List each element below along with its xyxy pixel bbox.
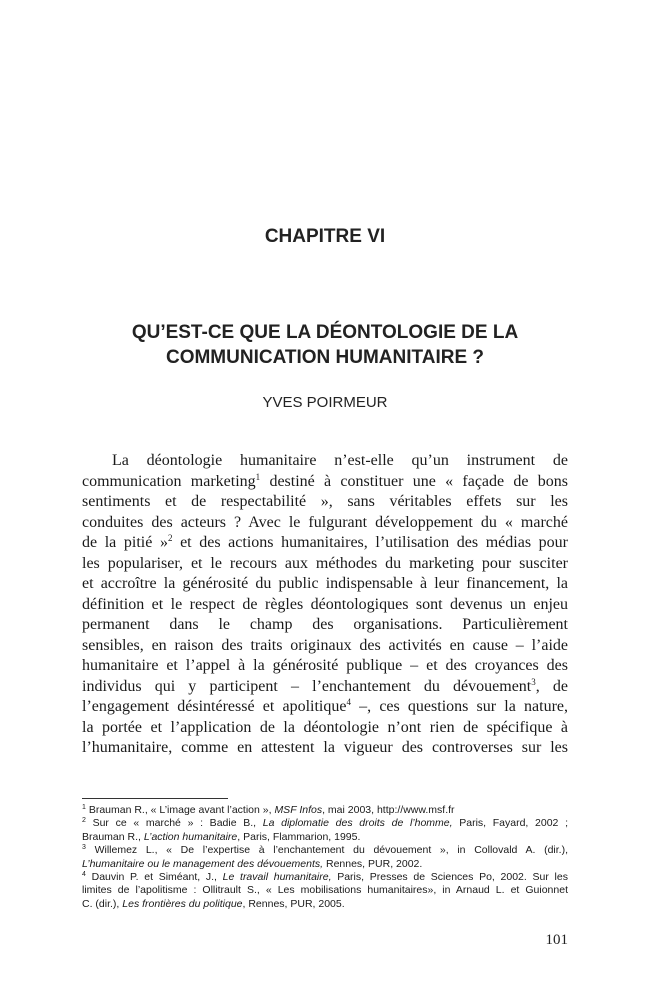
footnote-separator bbox=[82, 798, 228, 799]
page-number: 101 bbox=[545, 932, 568, 948]
body-line: la portée et l’application de la déontologie n’ont rien de spécifique à bbox=[82, 718, 568, 736]
footnotes bbox=[82, 804, 568, 911]
chapter-title bbox=[80, 320, 570, 370]
footnote-1: $^1$ Brauman R., « L’image avant l’action », MSF Infos, mai 2003, http://www.msf.fr bbox=[82, 804, 455, 816]
body-line: permanent dans le champ des organisations. Particulièrement bbox=[82, 616, 568, 633]
footnote-3-cont: L’humanitaire ou le management des dévouements, Rennes, PUR, 2002. bbox=[82, 857, 423, 870]
body-line: humanitaire et l’appel à la générosité publique – et des croyances des bbox=[82, 657, 568, 674]
chapter-heading: CHAPITRE VI bbox=[264, 226, 386, 247]
body-line: l’humanitaire, comme en attestent la vigueur des controverses sur les bbox=[82, 739, 568, 756]
body-line: conduites des acteurs ? Avec le fulgurant développement du « marché bbox=[82, 513, 568, 531]
body-line: sensibles, en raison des traits originaux des activités en cause – l’aide bbox=[82, 636, 568, 654]
body-line: communication marketing$^1$ destiné à constituer une « façade de bons bbox=[82, 471, 568, 490]
footnote-2: $^2$ Sur ce « marché » : Badie B., La diplomatie des droits de l’homme, Paris, Fayard, 2002 ; bbox=[82, 817, 568, 830]
body-line: définition et le respect de règles déontologiques sont devenus un enjeu bbox=[82, 595, 568, 613]
body-line: l’engagement désintéressé et apolitique$^4$ –, ces questions sur la nature, bbox=[82, 697, 569, 715]
footnote-2-cont: Brauman R., L’action humanitaire, Paris, Flammarion, 1995. bbox=[82, 830, 361, 843]
footnote-ref-4[interactable]: 4 bbox=[346, 697, 351, 707]
footnote-ref-3[interactable]: 3 bbox=[531, 676, 536, 687]
body-line: et accroître la générosité du public indispensable à leur financement, la bbox=[82, 575, 568, 592]
chapter-title-line-1: QU’EST-CE QUE LA DÉONTOLOGIE DE LA bbox=[131, 322, 519, 343]
footnote-ref-2[interactable]: 2 bbox=[167, 533, 173, 543]
chapter-title-line-2: COMMUNICATION HUMANITAIRE ? bbox=[165, 347, 485, 368]
body-line: individus qui y participent – l’enchantement du dévouement$^3$, de bbox=[82, 676, 568, 695]
footnote-4: $^4$ Dauvin P. et Siméant, J., Le travail humanitaire, Paris, Presses de Sciences Po, 2002. Sur les bbox=[82, 870, 568, 883]
body-paragraph bbox=[82, 451, 568, 759]
footnote-3: $^3$ Willemez L., « De l’expertise à l’enchantement du dévouement », in Collovald A. (dir.), bbox=[82, 844, 568, 857]
body-line: La déontologie humanitaire n’est-elle qu’un instrument de bbox=[112, 452, 568, 469]
body-line: sentiments et de respectabilité », sans véritables effets sur les bbox=[82, 493, 568, 510]
footnote-4-cont: C. (dir.), Les frontières du politique, Rennes, PUR, 2005. bbox=[82, 897, 345, 910]
body-line: les populariser, et le recours aux méthodes du marketing pour susciter bbox=[82, 554, 568, 572]
footnote-4-cont: limites de l’apolitisme : Ollitrault S., « Les mobilisations humanitaires», in Arnaud L. et Guionnet bbox=[82, 884, 568, 897]
author-name: YVES POIRMEUR bbox=[262, 394, 388, 411]
body-line: de la pitié »$^2$ et des actions humanitaires, l’utilisation des médias pour bbox=[82, 533, 568, 551]
footnote-ref-1[interactable]: 1 bbox=[255, 471, 261, 482]
